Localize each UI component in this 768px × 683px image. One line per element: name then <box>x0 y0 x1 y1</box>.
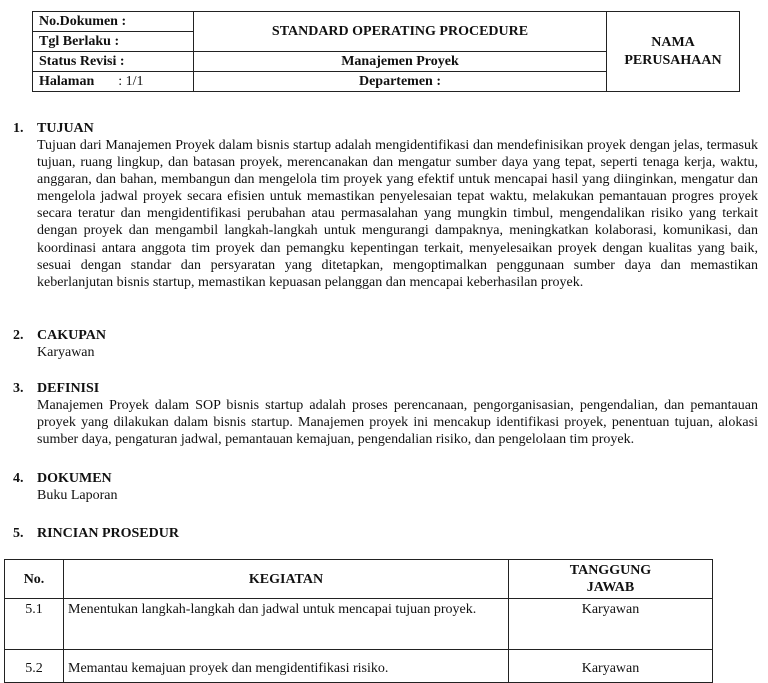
section-heading <box>13 380 758 397</box>
document-header-table <box>32 11 740 92</box>
section-heading <box>13 120 758 137</box>
section-body: Tujuan dari Manajemen Proyek dalam bisnis startup adalah mengidentifikasi dan mendefinisikan proyek dengan jelas, termasuk tujuan, ruang lingkup, dan batasan proyek, merencanakan dan mengatur sumber daya yang tepat, seperti tenaga kerja, waktu, anggaran, dan bahan, membangun dan mengelola tim proyek yang efektif untuk mencapai hasil yang diinginkan, mengatur dan mengelola jadwal proyek secara efisien untuk memastikan penyelesaian tepat waktu, melakukan pemantauan progres proyek secara teratur dan mengidentifikasi perubahan atau permasalahan yang mungkin timbul, mengendalikan risiko yang terkait dengan proyek dan mengambil langkah-langkah untuk mengurangi dampaknya, meningkatkan kolaborasi, komunikasi, dan koordinasi antara anggota tim proyek dan pemangku kepentingan terkait, menyelesaikan proyek dengan kualitas yang baik, sesuai dengan standar dan persyaratan yang ditetapkan, mengoptimalkan penggunaan sumber daya dan memastikan keberlanjutan bisnis startup, memastikan kepuasan pelanggan dan mencapai keberhasilan proyek. <box>37 138 758 290</box>
row-kegiatan: Menentukan langkah-langkah dan jadwal untuk mencapai tujuan proyek. <box>64 599 509 650</box>
section-heading <box>13 470 758 487</box>
company-name-line1: NAMA <box>651 34 695 50</box>
section-number: 3. <box>13 381 24 396</box>
section-definisi <box>13 380 758 448</box>
section-number: 2. <box>13 328 24 343</box>
column-header-tanggung-jawab <box>509 560 713 599</box>
section-title: DOKUMEN <box>37 471 112 486</box>
company-name-cell <box>607 12 740 92</box>
halaman-value: : 1/1 <box>118 74 144 89</box>
departemen-cell: Departemen : <box>194 72 607 92</box>
procedure-table <box>4 559 713 683</box>
tgl-berlaku-cell: Tgl Berlaku : <box>33 32 194 52</box>
section-body: Buku Laporan <box>37 488 118 503</box>
column-header-pj-line1: TANGGUNG <box>569 563 652 578</box>
section-number: 5. <box>13 526 24 541</box>
column-header-no: No. <box>5 560 64 599</box>
section-number: 4. <box>13 471 24 486</box>
status-revisi-cell: Status Revisi : <box>33 52 194 72</box>
section-body: Manajemen Proyek dalam SOP bisnis startup adalah proses perencanaan, pengorganisasian, pengendalian, dan pemantauan proyek yang dilakukan dalam bisnis startup. Manajemen proyek ini mencakup identifikasi proyek, penentuan tujuan, alokasi sumber daya, pengaturan jadwal, pemantauan kemajuan, pengendalian risiko, dan pengelolaan tim proyek. <box>37 398 758 448</box>
section-heading <box>13 525 758 542</box>
section-heading <box>13 327 758 344</box>
company-name-line2: PERUSAHAAN <box>624 52 722 68</box>
halaman-cell <box>33 72 194 92</box>
column-header-pj-line2: JAWAB <box>586 580 635 595</box>
section-rincian-prosedur <box>13 525 758 542</box>
halaman-label: Halaman <box>39 74 95 89</box>
row-tanggung-jawab: Karyawan <box>509 650 713 683</box>
section-cakupan <box>13 327 758 361</box>
row-kegiatan: Memantau kemajuan proyek dan mengidentifikasi risiko. <box>64 650 509 683</box>
sop-subtitle: Manajemen Proyek <box>194 52 607 72</box>
row-tanggung-jawab: Karyawan <box>509 599 713 650</box>
table-row <box>5 599 713 650</box>
column-header-kegiatan: KEGIATAN <box>64 560 509 599</box>
sop-title: STANDARD OPERATING PROCEDURE <box>194 12 607 52</box>
section-dokumen <box>13 470 758 504</box>
section-title: CAKUPAN <box>37 328 106 343</box>
section-tujuan <box>13 120 758 291</box>
section-body: Karyawan <box>37 345 95 360</box>
section-title: RINCIAN PROSEDUR <box>37 526 179 541</box>
section-title: TUJUAN <box>37 121 94 136</box>
row-number: 5.1 <box>5 599 64 650</box>
row-number: 5.2 <box>5 650 64 683</box>
table-header-row <box>5 560 713 599</box>
section-number: 1. <box>13 121 24 136</box>
section-title: DEFINISI <box>37 381 100 396</box>
no-dokumen-cell: No.Dokumen : <box>33 12 194 32</box>
